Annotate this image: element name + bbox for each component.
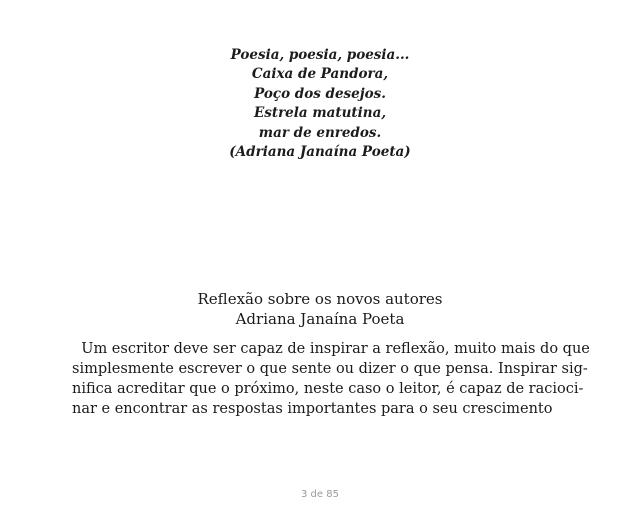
poem-line: Estrela matutina, [253, 105, 387, 122]
article-author: Adriana Janaína Poeta [235, 310, 405, 328]
article-title: Reflexão sobre os novos autores [197, 290, 443, 308]
body-line: nar e encontrar as respostas importantes para o seu crescimento [72, 401, 553, 417]
poem-line: Poço dos desejos. [254, 85, 386, 102]
body-line: simplesmente escrever o que sente ou dizer o que pensa. Inspirar sig- [72, 361, 588, 377]
body-line: nifica acreditar que o próximo, neste caso o leitor, é capaz de racioci- [72, 381, 584, 397]
body-line: Um escritor deve ser capaz de inspirar a reflexão, muito mais do que [72, 341, 590, 357]
poem-line: Poesia, poesia, poesia... [230, 47, 410, 63]
article-body [72, 339, 590, 419]
page-indicator: 3 de 85 [301, 489, 339, 500]
poem-attribution: (Adriana Janaína Poeta) [229, 144, 411, 161]
poem-line: Caixa de Pandora, [251, 66, 389, 83]
epigraph-poem [0, 46, 640, 162]
poem-line: mar de enredos. [258, 124, 382, 141]
